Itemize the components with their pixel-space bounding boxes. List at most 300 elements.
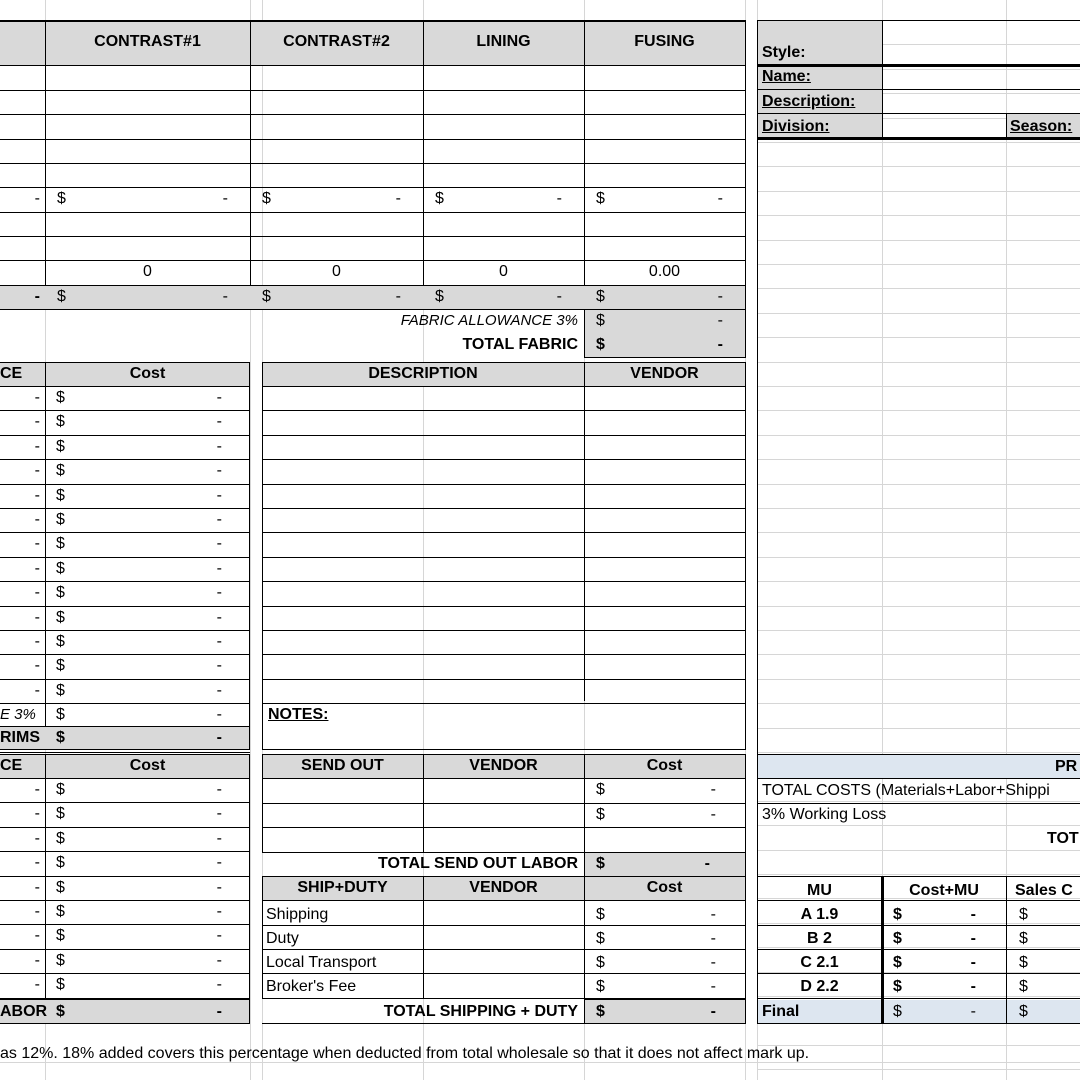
currency-symbol: $ [596, 781, 605, 798]
row-border [757, 973, 1080, 974]
row-border [262, 827, 746, 828]
row-border [757, 876, 1080, 877]
amount-value: - [717, 288, 723, 305]
amount-value: - [216, 535, 222, 552]
amount-value: - [34, 462, 40, 479]
fabric-col-contrast2: CONTRAST#2 [283, 33, 390, 50]
column-border [584, 876, 585, 999]
amount-value: - [216, 633, 222, 650]
column-border [262, 876, 263, 999]
column-border [1006, 876, 1007, 1024]
amount-value: - [34, 438, 40, 455]
currency-symbol: $ [596, 906, 605, 923]
currency-symbol: $ [262, 190, 271, 207]
row-border [0, 752, 250, 753]
shipping-item-shipping: Shipping [266, 906, 329, 923]
row-border [0, 212, 746, 213]
fabric-col-fusing: FUSING [634, 33, 695, 50]
row-border [262, 532, 746, 533]
row-border [0, 362, 250, 363]
row-border [262, 459, 746, 460]
amount-value: - [216, 781, 222, 798]
currency-symbol: $ [57, 288, 66, 305]
amount-value: - [710, 906, 716, 923]
currency-symbol: $ [596, 190, 605, 207]
currency-symbol: $ [56, 511, 65, 528]
mu-row-d: D 2.2 [800, 978, 839, 995]
working-loss-label: 3% Working Loss [762, 806, 887, 823]
column-border [757, 754, 758, 1024]
row-border [262, 949, 746, 950]
currency-symbol: $ [56, 879, 65, 896]
currency-symbol: $ [56, 438, 65, 455]
amount-value: - [216, 389, 222, 406]
column-border [584, 999, 585, 1024]
currency-symbol: $ [56, 584, 65, 601]
amount-value: - [216, 879, 222, 896]
amount-value: - [216, 706, 222, 723]
column-border [745, 876, 746, 999]
row-border [0, 949, 250, 950]
row-border [0, 386, 250, 387]
fabric-allowance-label: FABRIC ALLOWANCE 3% [400, 312, 578, 329]
amount-value: - [222, 190, 228, 207]
currency-symbol: $ [56, 781, 65, 798]
amount-value: - [34, 389, 40, 406]
row-border [262, 386, 746, 387]
row-border [262, 435, 746, 436]
row-border [0, 606, 250, 607]
row-gridline [757, 166, 1080, 167]
currency-symbol: $ [56, 413, 65, 430]
row-border [0, 778, 250, 779]
amount-value: - [34, 413, 40, 430]
mu-header: MU [807, 882, 832, 899]
amount-value: - [216, 952, 222, 969]
currency-symbol: $ [435, 190, 444, 207]
amount-value: - [710, 806, 716, 823]
column-border [423, 754, 424, 852]
row-border [0, 435, 250, 436]
sendout-header-vendor: VENDOR [469, 757, 538, 774]
row-border [0, 114, 746, 115]
row-gridline [757, 313, 1080, 314]
row-border [0, 508, 250, 509]
amount-value: - [710, 954, 716, 971]
mu-row-b: B 2 [807, 930, 832, 947]
currency-symbol: $ [56, 535, 65, 552]
fabric-col-contrast1: CONTRAST#1 [94, 33, 201, 50]
shipping-total-label: TOTAL SHIPPING + DUTY [383, 1003, 578, 1020]
currency-symbol: $ [893, 930, 902, 947]
pricing-tot-partial: TOT [1047, 830, 1079, 847]
amount-value: - [216, 903, 222, 920]
currency-symbol: $ [1019, 906, 1028, 923]
row-border [757, 1023, 1080, 1024]
currency-symbol: $ [56, 1003, 65, 1020]
currency-symbol: $ [596, 288, 605, 305]
shipping-total-cell [584, 999, 746, 1024]
amount-value: - [717, 336, 723, 353]
amount-value: - [395, 190, 401, 207]
amount-value: - [970, 906, 976, 923]
column-border [757, 20, 758, 755]
currency-symbol: $ [56, 633, 65, 650]
amount-value: - [216, 1003, 222, 1020]
currency-symbol: $ [893, 978, 902, 995]
trims-allowance-partial: E 3% [0, 706, 36, 723]
row-gridline [757, 435, 1080, 436]
row-border [262, 778, 746, 779]
shipping-item-duty: Duty [266, 930, 299, 947]
amount-value: - [34, 633, 40, 650]
row-border [0, 703, 250, 704]
amount-value: - [34, 927, 40, 944]
yardage-value: 0 [332, 263, 341, 280]
amount-value: - [216, 413, 222, 430]
row-border [0, 236, 746, 237]
amount-value: - [216, 927, 222, 944]
currency-symbol: $ [56, 976, 65, 993]
row-border [0, 973, 250, 974]
row-border [0, 900, 250, 901]
notes-label: NOTES: [268, 706, 329, 723]
description-label: Description: [762, 93, 856, 110]
amount-value: - [34, 511, 40, 528]
row-border [262, 410, 746, 411]
row-border [0, 163, 746, 164]
amount-value: - [34, 830, 40, 847]
amount-value: - [216, 511, 222, 528]
amount-value: - [34, 976, 40, 993]
labor-left-header-partial: CE [0, 757, 23, 774]
row-gridline [757, 240, 1080, 241]
row-border [262, 852, 746, 853]
row-border [0, 260, 746, 261]
currency-symbol: $ [56, 389, 65, 406]
row-border [757, 925, 1080, 926]
amount-value: - [216, 462, 222, 479]
currency-symbol: $ [57, 190, 66, 207]
row-gridline [757, 606, 1080, 607]
amount-value: - [970, 978, 976, 995]
row-gridline [757, 581, 1080, 582]
row-border [0, 654, 250, 655]
amount-value: - [710, 1003, 716, 1020]
amount-value: - [970, 1003, 976, 1020]
row-border [262, 508, 746, 509]
row-border [262, 362, 746, 363]
row-border [0, 754, 250, 755]
amount-value: - [34, 879, 40, 896]
row-border [262, 754, 746, 755]
row-gridline [757, 801, 1080, 802]
row-border [0, 20, 746, 22]
shipping-item-brokers-fee: Broker's Fee [266, 978, 357, 995]
column-border [881, 876, 884, 1024]
footnote: as 12%. 18% added covers this percentage when deducted from total wholesale so that it does not affect mark up. [0, 1045, 810, 1062]
currency-symbol: $ [1019, 978, 1028, 995]
style-label: Style: [762, 44, 806, 61]
row-border [0, 581, 250, 582]
row-border [262, 703, 746, 704]
trims-cost-header: Cost [129, 365, 166, 382]
row-border [0, 459, 250, 460]
row-gridline [757, 825, 1080, 826]
currency-symbol: $ [596, 336, 605, 353]
currency-symbol: $ [596, 312, 605, 329]
amount-value: - [556, 288, 562, 305]
currency-symbol: $ [596, 806, 605, 823]
amount-value: - [34, 854, 40, 871]
sendout-header-sendout: SEND OUT [301, 757, 384, 774]
row-gridline [757, 386, 1080, 387]
shipping-header-ship: SHIP+DUTY [297, 879, 388, 896]
fabric-col-lining: LINING [476, 33, 531, 50]
row-border [0, 139, 746, 140]
fabric-total-label: TOTAL FABRIC [462, 336, 578, 353]
row-gridline [757, 264, 1080, 265]
trims-description-header: DESCRIPTION [368, 365, 478, 382]
row-border [262, 925, 746, 926]
row-border [262, 900, 746, 901]
currency-symbol: $ [1019, 954, 1028, 971]
row-border [757, 754, 1080, 755]
row-border [262, 606, 746, 607]
amount-value: - [216, 609, 222, 626]
amount-value: - [34, 609, 40, 626]
amount-value: - [216, 584, 222, 601]
final-row-fill [757, 1000, 1080, 1024]
currency-symbol: $ [596, 1003, 605, 1020]
row-border [0, 557, 250, 558]
currency-symbol: $ [56, 560, 65, 577]
row-gridline [757, 484, 1080, 485]
row-border [0, 187, 746, 188]
sendout-header-cost: Cost [646, 757, 683, 774]
currency-symbol: $ [56, 657, 65, 674]
trims-total-partial: RIMS [0, 729, 40, 746]
amount-value: - [34, 805, 40, 822]
row-border [757, 998, 1080, 999]
row-gridline [757, 557, 1080, 558]
pricing-header-fill [757, 755, 1080, 779]
currency-symbol: $ [56, 609, 65, 626]
sales-header-partial: Sales C [1015, 882, 1073, 899]
row-border [262, 803, 746, 804]
costmu-header: Cost+MU [909, 882, 979, 899]
amount-value: - [34, 952, 40, 969]
amount-value: - [34, 487, 40, 504]
sendout-total-label: TOTAL SEND OUT LABOR [378, 855, 578, 872]
amount-value: - [710, 978, 716, 995]
row-gridline [757, 532, 1080, 533]
trims-vendor-header: VENDOR [630, 365, 699, 382]
amount-value: - [34, 288, 40, 305]
yardage-value: 0 [499, 263, 508, 280]
currency-symbol: $ [596, 855, 605, 872]
row-border [0, 924, 250, 925]
division-label: Division: [762, 118, 830, 135]
amount-value: - [216, 657, 222, 674]
currency-symbol: $ [893, 1003, 902, 1020]
yardage-value: 0.00 [648, 263, 681, 280]
amount-value: - [34, 657, 40, 674]
row-gridline [757, 996, 1080, 997]
row-border [757, 803, 1080, 804]
currency-symbol: $ [1019, 930, 1028, 947]
amount-value: - [704, 855, 710, 872]
row-gridline [757, 703, 1080, 704]
season-label: Season: [1010, 118, 1073, 135]
column-border [745, 754, 746, 852]
currency-symbol: $ [56, 903, 65, 920]
row-gridline [757, 362, 1080, 363]
shipping-item-local-transport: Local Transport [266, 954, 377, 971]
row-border [262, 581, 746, 582]
amount-value: - [222, 288, 228, 305]
column-border [262, 754, 263, 852]
currency-symbol: $ [893, 954, 902, 971]
currency-symbol: $ [596, 978, 605, 995]
currency-symbol: $ [56, 682, 65, 699]
yardage-value: 0 [143, 263, 152, 280]
amount-value: - [216, 830, 222, 847]
shipping-header-vendor: VENDOR [469, 879, 538, 896]
row-gridline [757, 191, 1080, 192]
row-border [0, 802, 250, 803]
sendout-total-cell [584, 852, 746, 877]
amount-value: - [717, 190, 723, 207]
amount-value: - [710, 930, 716, 947]
row-gridline [757, 679, 1080, 680]
row-border [0, 90, 746, 91]
amount-value: - [34, 903, 40, 920]
name-label: Name: [762, 68, 811, 85]
row-border [262, 484, 746, 485]
trims-left-header-partial: CE [0, 365, 23, 382]
row-gridline [757, 337, 1080, 338]
amount-value: - [216, 438, 222, 455]
row-border [262, 876, 746, 877]
currency-symbol: $ [596, 930, 605, 947]
amount-value: - [216, 805, 222, 822]
row-border [0, 876, 250, 877]
row-border [262, 1023, 746, 1024]
amount-value: - [34, 535, 40, 552]
amount-value: - [34, 560, 40, 577]
row-border [757, 949, 1080, 950]
row-gridline [757, 728, 1080, 729]
currency-symbol: $ [1019, 1003, 1028, 1020]
row-gridline [757, 215, 1080, 216]
amount-value: - [34, 682, 40, 699]
currency-symbol: $ [56, 729, 65, 746]
amount-value: - [34, 190, 40, 207]
currency-symbol: $ [596, 954, 605, 971]
currency-symbol: $ [56, 927, 65, 944]
row-border [262, 679, 746, 680]
amount-value: - [710, 781, 716, 798]
row-gridline [757, 654, 1080, 655]
column-border [584, 852, 585, 876]
amount-value: - [556, 190, 562, 207]
mu-row-a: A 1.9 [800, 906, 839, 923]
row-gridline [757, 752, 1080, 753]
row-border [0, 484, 250, 485]
column-border [423, 876, 424, 999]
row-border [0, 65, 746, 66]
labor-cost-header: Cost [129, 757, 166, 774]
column-border [745, 852, 746, 876]
labor-total-partial: ABOR [0, 1003, 48, 1020]
currency-symbol: $ [56, 706, 65, 723]
row-border [757, 778, 1080, 779]
shipping-header-cost: Cost [646, 879, 683, 896]
currency-symbol: $ [56, 854, 65, 871]
row-border [0, 827, 250, 828]
amount-value: - [216, 682, 222, 699]
row-border [757, 900, 1080, 901]
amount-value: - [216, 976, 222, 993]
final-label: Final [762, 1003, 800, 1020]
total-costs-label: TOTAL COSTS (Materials+Labor+Shippi [762, 782, 1050, 799]
column-border [584, 754, 585, 852]
amount-value: - [970, 930, 976, 947]
row-border [0, 532, 250, 533]
row-gridline [757, 508, 1080, 509]
amount-value: - [970, 954, 976, 971]
pricing-header-partial: PR [1055, 758, 1078, 775]
row-border [0, 679, 250, 680]
amount-value: - [34, 781, 40, 798]
amount-value: - [216, 560, 222, 577]
row-gridline [757, 630, 1080, 631]
amount-value: - [717, 312, 723, 329]
currency-symbol: $ [56, 805, 65, 822]
currency-symbol: $ [893, 906, 902, 923]
mu-row-c: C 2.1 [800, 954, 839, 971]
row-gridline [757, 288, 1080, 289]
row-gridline [757, 410, 1080, 411]
row-border [262, 973, 746, 974]
row-border [0, 630, 250, 631]
row-border [0, 851, 250, 852]
currency-symbol: $ [56, 830, 65, 847]
row-border [262, 654, 746, 655]
currency-symbol: $ [56, 462, 65, 479]
amount-value: - [34, 584, 40, 601]
row-border [262, 749, 746, 750]
row-gridline [757, 874, 1080, 875]
amount-value: - [216, 854, 222, 871]
row-border [0, 410, 250, 411]
row-gridline [757, 850, 1080, 851]
row-gridline [757, 142, 1080, 143]
amount-value: - [395, 288, 401, 305]
currency-symbol: $ [56, 487, 65, 504]
row-gridline [757, 459, 1080, 460]
currency-symbol: $ [262, 288, 271, 305]
currency-symbol: $ [435, 288, 444, 305]
currency-symbol: $ [56, 952, 65, 969]
amount-value: - [216, 487, 222, 504]
row-border [262, 630, 746, 631]
row-border [262, 998, 746, 999]
amount-value: - [216, 729, 222, 746]
row-border [262, 557, 746, 558]
row-gridline [757, 1069, 1080, 1070]
